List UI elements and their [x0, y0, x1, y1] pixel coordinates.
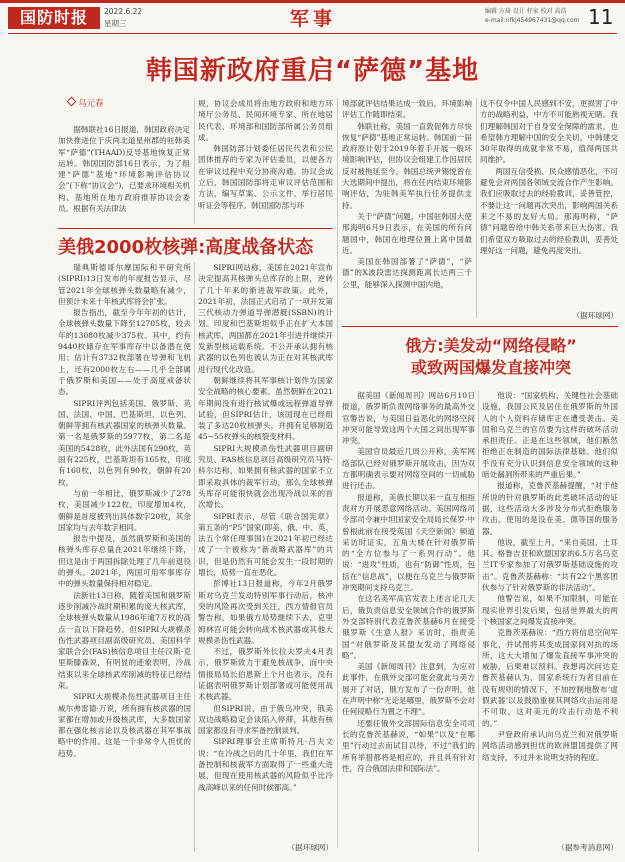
paragraph: 据韩联社16日报道，韩国政府决定加快推进位于庆尚北道星州郡的驻韩美军“萨德”(THAAD)反导基地恢复正常运转。韩国国防部16日表示，为了组建“萨德”基地“环境影响评估协议会”(下称“协议会”)，已要求环境相关机构、基地所在地方政府推荐协议会委员。根据有关法律法: [58, 125, 190, 214]
newspaper-logo: 国防时报: [8, 7, 100, 29]
staff-credits: 编辑 方琦 设计 杼家 校对 高浩: [485, 8, 567, 15]
column-rule: [194, 98, 195, 224]
paragraph: 报告中提及，虽然俄罗斯和美国的核弹头库存总量在2021年继续下降，但这是由于两国拆除处理了几年前退役的弹头。2021年，两国可用军事库存中的弹头数量保持相对稳定。: [58, 534, 191, 589]
byline: 乌元春: [78, 99, 104, 109]
issue-weekday: 星期三: [104, 19, 127, 28]
cyber-article-column-1: [342, 390, 475, 852]
paragraph: 两国互信受损、民众感情恶化，不可避免会对两国各领域交流合作产生影响。我们应吸取过去的经验教训，妥善管控，不要让这一问题再次突出，影响两国关系来之不易的友好大局。那海明称，“萨德”问题曾给中韩关系带来巨大伤害。我们希望双方吸取过去的经验教训，妥善处理好这一问题，避免再度突出。: [480, 166, 618, 255]
paragraph: 瑞典斯德哥尔摩国际和平研究所(SIPRI)13日发布的年度报告显示，尽管2021年全球核弹头数量略有减少，但预计未来十年核武库将会扩张。: [58, 263, 191, 306]
paragraph: 规，协议会成员将由地方政府和地方环境厅公务员、民间环境专家、所在地居民代表、环境部和国防部所属公务员组成。: [198, 99, 333, 142]
paragraph: 法新社13日称，随着美国和俄罗斯逐步削减冷战时期积累的庞大核武库，全球核弹头数量从1986年逾7万枚的高点一直以下降趋势。但SIPRI大规模杀伤性武器项目副高级研究员、美国科学家联合会(FAS)核信息项目主任汉斯·克里斯滕森说，有明显的迹象表明，冷战结束以来全球核武库削减的特征已经结束。: [58, 590, 191, 690]
paragraph: SIPRI评判包括美国、俄罗斯、英国、法国、中国、巴基斯坦、以色列、朝鲜等拥有核武器国家的核弹头数量。第一名是俄罗斯的5977枚，第二名是美国的5428枚，此外法国有290枚，英国有225枚，巴基斯坦有165枚，印度有160枚，以色列有90枚，朝鲜有20枚。: [58, 398, 191, 487]
header-divider: [8, 33, 617, 34]
paragraph: 尹登政府承认向乌克兰和对俄罗斯网络活动感到担忧的欧洲盟国提供了网络支持，不过并未说明支持的程度。: [482, 729, 618, 762]
paragraph: 美国在韩国部署了“萨德”，“萨德”的X波段雷达探测距离长达两三千公里，能够深入探测中国内地，: [342, 257, 472, 289]
paragraph: SIPRI网站称，美国在2021年宣布决定提高其核弹头总库存的上限，逆转了几十年来的渐进裁军政策。此外，2021年初，法国正式启动了一项开发第三代核动力弹道导弹潜艇(SSBN)的计划。印度和巴基斯坦似乎正在扩大本国核武库，两国都在2021年引进并继续开发新型核运载系统。不公开承认拥有核武器的以色列也被认为正在对其核武库进行现代化改造。: [198, 263, 333, 374]
contact-email: e-mail:nfkj454967431@qq.com: [485, 17, 580, 24]
paragraph: SIPRI表示，尽管《联合国宪章》第五条的“P5”国家(即美、俄、中、英、法五个常任理事国)在2021年初已经达成了一个被称为“新战略武器库”的共识，但是仍然有可能会发生一段时期的增长，局势一直在恶化。: [198, 511, 333, 578]
missiles-article-credit: （据环球网）: [287, 843, 333, 852]
paragraph: 不过，俄罗斯外长拉夫罗夫4月表示，俄罗斯致力于避免核战争，而中央情报局局长伯恩斯上个月也表示，没有证据表明俄罗斯计划部署或可能使用战术核武器。: [198, 647, 333, 702]
main-headline: 韩国新政府重启“萨德”基地: [145, 56, 480, 86]
paragraph: 彭博社13日报道称，今年2月俄罗斯对乌克兰发动特别军事行动后，核冲突的风险再次受到关注，西方情报官员警告称，如果俄方局势继续下去，克里姆林宫可能会转向战术核武器或其他大规模杀伤性武器。: [198, 579, 333, 645]
article-headline-cyber-line1: 俄方:美发动“网络侵略”: [405, 336, 577, 355]
paragraph: SIPRI大规模杀伤性武器项目副研究员、FAS核信息项目高级研究员马特·科尔达称，如果拥有核武器的国家不立即采取具体的裁军行动，那么全球核弹头库存可能很快就会出现冷战以来的首次增长。: [198, 443, 333, 510]
diamond-icon: [67, 97, 77, 107]
article-headline-missiles: 美俄2000枚核弹:高度战备状态: [58, 237, 314, 258]
top-rule: [0, 0, 625, 3]
paragraph: 但SIPRI说，由于俄乌冲突，俄美双边战略稳定会谈陷入停滞，其他有核国家都没有寻求军备控制谈判。: [198, 703, 333, 736]
paragraph: 报告指出，截至今年年初的估计，全球核弹头数量下降至12705枚，较去年的13080枚减少375枚。其中，约有9440枚储存在军事库存中以备潜在使用；估计有3732枚部署在导弹和飞机上，还有2000枚左右——几乎全部属于俄罗斯和美国——处于高度戒备状态。: [58, 308, 191, 397]
missiles-article-column-2: [198, 262, 333, 842]
paragraph: 美国《新闻周刊》注意到，为应对此事件，在俄外交部可能会就此与美方展开了对话，俄方发布了一份声明，他在声明中称“无论是哪里，俄罗斯不会对任何侵略行为置之不理”。: [342, 662, 475, 717]
paragraph: 报道称，美俄长期以来一直互相指责对方开展恶意网络活动。美国网络司令部司令兼中坦国家安全局局长保罗·中曾根此前在接受英国《天空新闻》频道采访时证实，五角大楼在针对俄罗斯的“全方位参与了一系列行动”。他说：“进攻”性质，也有“防御”性质，包括在“信息战”，以便在乌克兰与俄罗斯冲突期间支持乌克兰。: [342, 492, 475, 593]
article-headline-cyber-line2: 或致两国爆发直接冲突: [410, 358, 571, 377]
paragraph: 这不仅令中国人民感到不安，更损害了中方的战略利益，中方不可能熟视无睹。我们理解韩国对于自身安全保障的需求，也希望韩方理解中国的安全关切。中韩建交30年取得的成就非常不易，值得两国共同维护。: [480, 99, 618, 165]
paragraph: 境部就评估结果达成一致后，环境影响评估工作随即结束。: [342, 99, 472, 120]
missiles-article-column-1: [58, 262, 191, 852]
paragraph: 朝鲜继续将其军事核计划作为国家安全战略的核心要素。虽然朝鲜在2021年期间没有进行核试爆或远程弹道导弹试验，但SIPRI估计，该国现在已经组装了多达20枚核弹头，并拥有足够制造45~55枚弹头的核裂变材料。: [198, 375, 333, 442]
paragraph: 据美国《新闻周刊》网站6月10日报道，俄罗斯负责网络事务的最高外交官警告说，与美国日益恶化的网络空间冲突可能导致这两个大国之间出现军事冲突。: [342, 391, 475, 446]
section-divider: [58, 228, 333, 229]
paragraph: 关于“萨德”问题，中国驻韩国大使邢海明6月9日表示，在美国的所有问题国中，韩国在地理位置上离中国最近。: [342, 211, 472, 255]
column-rule: [476, 98, 477, 318]
issue-date: 2022.6.22: [104, 7, 143, 16]
paragraph: 与前一年相比，俄罗斯减少了278枚，美国减少122枚，印度增加4枚，朝鲜是首度被列出具体数字20枚，其余国家均与去年数字相同。: [58, 488, 191, 532]
section-title: 军事: [289, 8, 336, 30]
cyber-article-column-2: [482, 390, 618, 842]
paragraph: SIPRI大规模杀伤性武器项目主任威尔弗雷德·万说，所有拥有核武器的国家都在增加或升级核武库，大多数国家都在强化核言论以及核武器在其军事战略中的作用。这是一个非常令人担忧的趋势。: [58, 692, 191, 758]
main-article-column-4: [480, 98, 618, 308]
column-rule: [478, 390, 479, 852]
main-article-column-1: [58, 124, 190, 224]
paragraph: 美国官员最近几周公开称，美军网络部队已经对俄罗斯开展攻击，因为双方都明确表示要对网络空间的一切威胁进行还击。: [342, 447, 475, 491]
paragraph: 还要任俄外交部国际信息安全司司长的克鲁茨基赫说，“如果”以及“在哪里”行动过去而试目以待，不过“我们的所有举措都将是相应的，并且具有针对性，符合俄国法律和国际法”。: [342, 718, 475, 773]
paragraph: 报道称，克鲁茨基赫提醒，“对于他所说的针对俄罗斯的此类破坏活动的证据，这些活动大多涉及分布式拒绝服务攻击，使用的是设在美、德等国的服务器。: [482, 481, 618, 536]
column-rule: [194, 262, 195, 852]
page-number: 11: [588, 5, 614, 29]
cyber-article-credit: （据参考消息网）: [557, 843, 618, 852]
section-divider: [342, 326, 618, 327]
column-rule: [337, 98, 338, 848]
paragraph: 韩国防部计划委任居民代表和公民团体推荐的专家为评估委员，以便各方在审议过程中充分协商沟通。协议会成立后，韩国国防部将走审议评估范围和方法，编写草案、公示文件、举行居民听证会等程序。韩国国防部与环: [198, 144, 333, 210]
paragraph: 他说：“国家机构、关键性社会基础设施，我国公民及居住在俄罗斯的外国人的个人资料存储库正在遭受袭击。美国和乌克兰的官员要为这样的破坏活动承担责任。正是在这些领域，他们断然拒绝正在制造的国际法律基础。他们似乎没有充分认识到信息安全领域的这种暗处漏洞所带来的严重后果。”: [482, 391, 618, 480]
paragraph: 他警告说，如果不加限制，可能在现实世界引发后果，包括世界最大的两个核国家之间爆发直接冲突。: [482, 594, 618, 626]
paragraph: 克鲁茨基赫说：“西方将信息空间军事化，并试图将其变成国家间对抗的场所，这大大增加了爆发直接军事冲突的威胁，后果难以预料。我想再次问达克鲁茨基赫认为，国家系统行为者目前在没有规则的情况下，不加控制地散布‘虚假武器’以及鼓励重视其网络攻击运用是不可取，这对美元的攻击行动是不利的。”: [482, 628, 618, 728]
main-article-credit: （据环球网）: [572, 311, 618, 320]
main-article-column-3: [342, 98, 472, 324]
paragraph: 在这名美军高官发表上述言论几天后，俄负责信息安全领域合作的俄罗斯外交部特别代表克鲁茨基赫6月在接受俄罗斯《生意人报》采访时，指责美国“对俄罗斯及其盟友发动了网络侵略”。: [342, 594, 475, 660]
paragraph: 他说，截至上月，“来自美国、土耳其、格鲁吉亚和欧盟国家的6.5万名乌克兰IT专家参加了对俄罗斯基础设施的攻击”。克鲁茨基赫称：“共有22个黑客团伙参与了针对俄罗斯的非法活动”。: [482, 537, 618, 593]
main-article-column-2: [198, 98, 333, 224]
paragraph: SIPRI理事会主席斯特凡·吕夫文说：“在冷战之后的几十年里，我们在军备控制和核裁军方面取得了一些重大进展，但现在使用核武器的风险似乎比冷战高峰以来的任何时候都高。”: [198, 737, 333, 792]
paragraph: 韩联社称，美国一直敦促韩方尽快恢复“萨德”基地正常运转。韩国前一届政府原计划于2019年着手开展一般环境影响评估，但协议会组建工作因居民反对被拖延至今。韩国总统尹锡悦曾在大选期间中提出，将在任内结束环境影响评估，为驻韩美军执行任务提供支持。: [342, 121, 472, 210]
